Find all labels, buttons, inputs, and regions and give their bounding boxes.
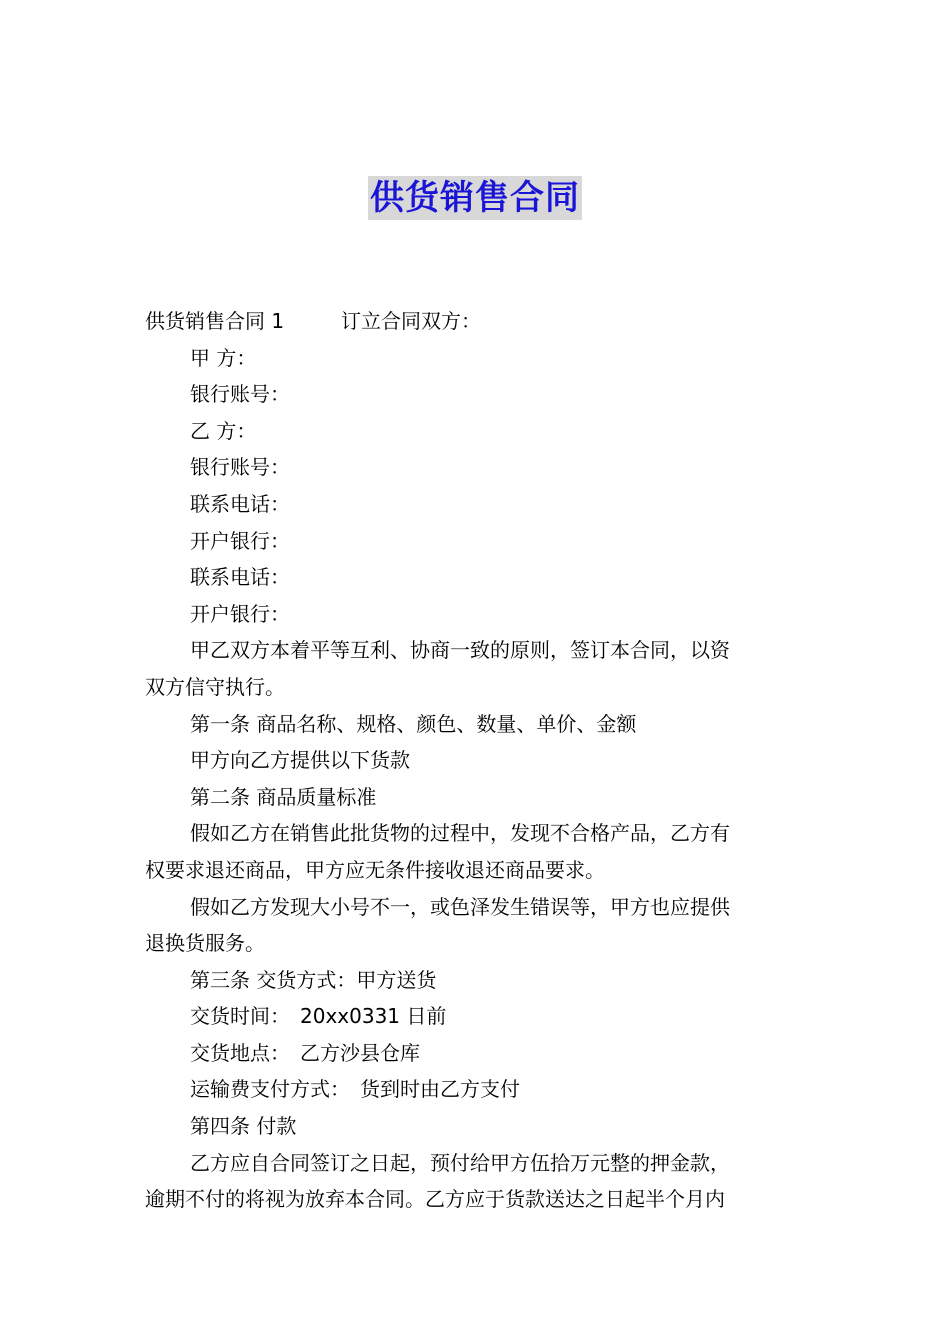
freight-value: 货到时由乙方支付 — [360, 1077, 520, 1102]
article-4-heading: 第四条 付款 — [190, 1114, 297, 1139]
delivery-time-label: 交货时间： — [190, 1004, 290, 1029]
bank-line-1: 开户银行： — [190, 528, 290, 553]
article-2-paragraph-1-line-1: 假如乙方在销售此批货物的过程中，发现不合格产品，乙方有 — [190, 821, 730, 846]
freight-line — [145, 1071, 807, 1108]
intro-paragraph-line-1: 甲乙双方本着平等互利、协商一致的原则，签订本合同，以资 — [190, 638, 730, 663]
document-body — [145, 303, 807, 1218]
party-b-line: 乙 方： — [190, 418, 257, 443]
article-2-paragraph-1-line-2: 权要求退还商品，甲方应无条件接收退还商品要求。 — [145, 857, 605, 882]
article-3-heading: 第三条 交货方式：甲方送货 — [190, 967, 437, 992]
delivery-time-line — [145, 998, 807, 1035]
article-1-heading: 第一条 商品名称、规格、颜色、数量、单价、金额 — [190, 711, 637, 736]
document-title: 供货销售合同 — [370, 178, 580, 218]
bank-account-line-2: 银行账号： — [190, 455, 290, 480]
article-4-line-2: 逾期不付的将视为放弃本合同。乙方应于货款送达之日起半个月内 — [145, 1187, 725, 1212]
article-4-line-1: 乙方应自合同签订之日起，预付给甲方伍拾万元整的押金款， — [190, 1150, 730, 1175]
delivery-place-value: 乙方沙县仓库 — [300, 1040, 420, 1065]
phone-line-2: 联系电话： — [190, 565, 290, 590]
heading-line — [145, 303, 807, 340]
article-1-text: 甲方向乙方提供以下货款 — [190, 748, 410, 773]
intro-paragraph-line-2: 双方信守执行。 — [145, 674, 285, 699]
bank-account-line-1: 银行账号： — [190, 382, 290, 407]
delivery-place-label: 交货地点： — [190, 1040, 290, 1065]
freight-label: 运输费支付方式： — [190, 1077, 350, 1102]
contract-number: 供货销售合同 1 — [145, 309, 285, 333]
article-2-paragraph-2-line-2: 退换货服务。 — [145, 931, 265, 956]
article-2-paragraph-2-line-1: 假如乙方发现大小号不一，或色泽发生错误等，甲方也应提供 — [190, 894, 730, 919]
article-2-heading: 第二条 商品质量标准 — [190, 784, 377, 809]
parties-heading: 订立合同双方： — [341, 309, 481, 333]
title-container — [0, 176, 950, 220]
bank-line-2: 开户银行： — [190, 601, 290, 626]
party-a-line: 甲 方： — [190, 345, 257, 370]
phone-line-1: 联系电话： — [190, 491, 290, 516]
delivery-time-value: 20xx0331 日前 — [300, 1004, 447, 1029]
delivery-place-line — [145, 1035, 807, 1072]
